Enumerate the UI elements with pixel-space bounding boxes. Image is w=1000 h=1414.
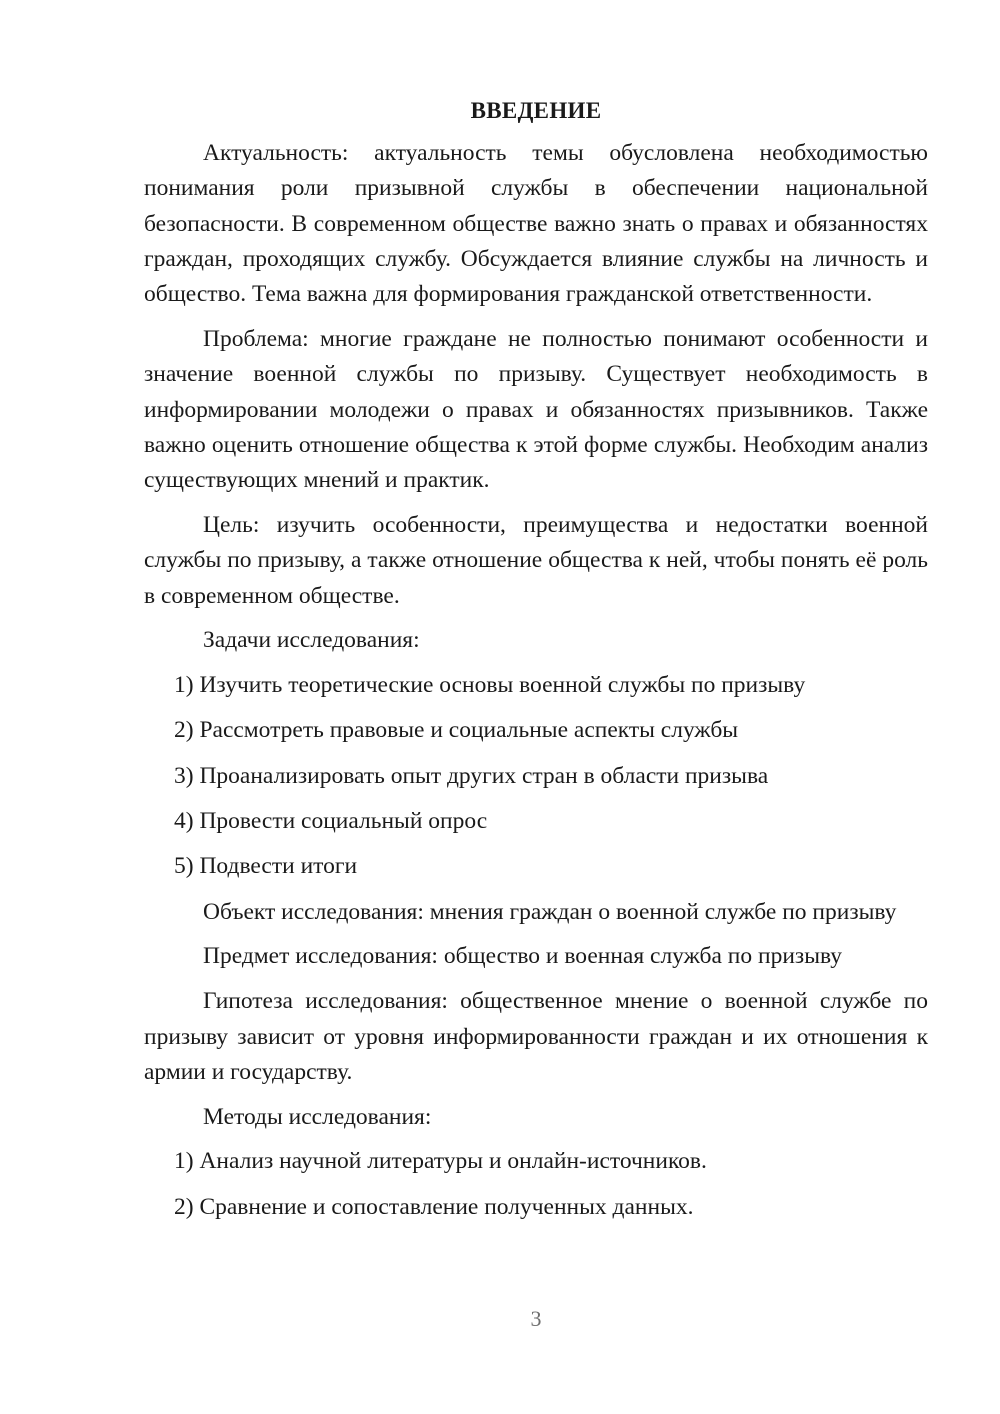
- list-item: 4) Провести социальный опрос: [174, 808, 488, 835]
- list-item: 1) Анализ научной литературы и онлайн-источников.: [174, 1148, 707, 1175]
- list-item: 5) Подвести итоги: [174, 853, 358, 880]
- list-item: 2) Рассмотреть правовые и социальные аспекты службы: [174, 717, 739, 744]
- methods-list: [144, 1144, 928, 1225]
- list-item: 2) Сравнение и сопоставление полученных данных.: [174, 1193, 694, 1220]
- page-content: [144, 93, 928, 1235]
- problem-paragraph: Проблема: многие граждане не полностью понимают особенности и значение военной службы по призыву. Существует необходимость в информировании молодежи о правах и обязанностях призывников. Также важно оценить отношение общества к этой форме службы. Необходим анализ существующих мнений и практик.: [144, 325, 928, 494]
- tasks-list: [144, 668, 928, 884]
- subject-paragraph: Предмет исследования: общество и военная служба по призыву: [203, 943, 843, 970]
- goal-paragraph: Цель: изучить особенности, преимущества и недостатки военной службы по призыву, а также отношение общества к ней, чтобы понять её роль в современном обществе.: [144, 511, 928, 609]
- hypothesis-paragraph: Гипотеза исследования: общественное мнение о военной службе по призыву зависит от уровня информированности граждан и их отношения к армии и государству.: [144, 988, 928, 1085]
- list-item: 1) Изучить теоретические основы военной службы по призыву: [174, 672, 806, 699]
- relevance-paragraph: Актуальность: актуальность темы обусловлена необходимостью понимания роли призывной службы в обеспечении национальной безопасности. В современном обществе важно знать о правах и обязанностях граждан, проходящих службу. Обсуждается влияние службы на личность и общество. Тема важна для формирования гражданской ответственности.: [144, 140, 928, 308]
- object-paragraph: Объект исследования: мнения граждан о военной службе по призыву: [203, 898, 897, 925]
- list-item: 3) Проанализировать опыт других стран в области призыва: [174, 762, 769, 789]
- section-title: ВВЕДЕНИЕ: [470, 98, 602, 123]
- tasks-heading: Задачи исследования:: [203, 627, 420, 654]
- methods-heading: Методы исследования:: [203, 1103, 432, 1130]
- page-number: 3: [530, 1306, 542, 1331]
